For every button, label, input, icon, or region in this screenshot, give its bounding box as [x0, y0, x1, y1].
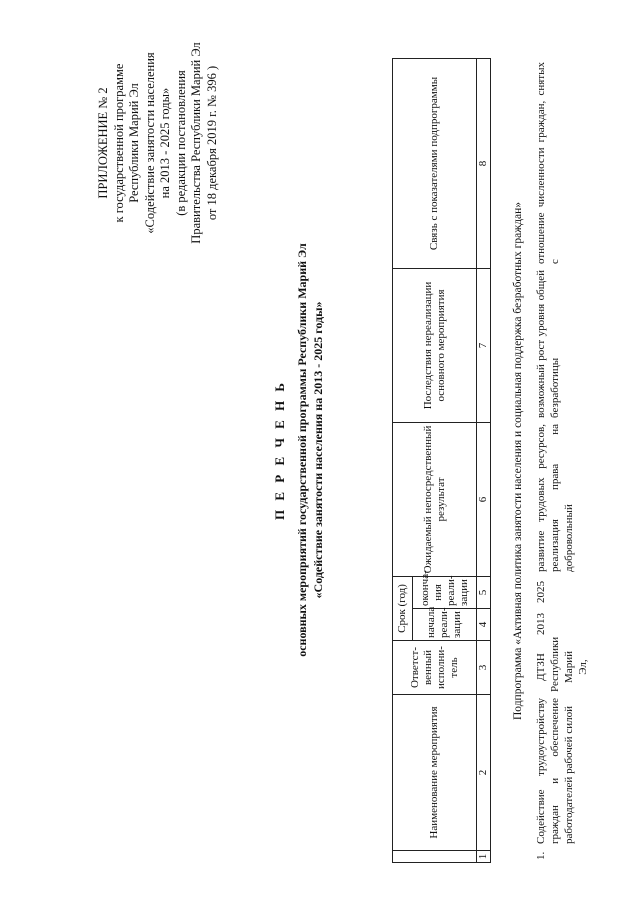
- col-number: 8: [477, 59, 491, 269]
- appendix-line: «Содействие занятости населения: [142, 52, 157, 234]
- appendix-line: от 18 декабря 2019 г. № 396 ): [204, 65, 219, 221]
- title-heading: П Е Р Е Ч Е Н Ь: [272, 379, 287, 521]
- col-number: 1: [477, 851, 491, 863]
- appendix-line: Республики Марий Эл: [127, 83, 141, 203]
- header-link: Связь с показателями подпрограммы: [393, 59, 477, 269]
- appendix-header: [96, 17, 220, 269]
- header-consequences: Последствия нереализации основного мероприятия: [393, 269, 477, 423]
- row-name: Содействие трудоустройству граждан и обеспечение работодателей рабочей силой: [535, 698, 575, 844]
- header-result: Ожидаемый непосредственный результат: [393, 423, 477, 577]
- header-responsible: Ответст-венный исполни-тель: [393, 641, 477, 695]
- row-number: 1.: [535, 851, 547, 860]
- col-number: 7: [477, 269, 491, 423]
- row-end-year: 2025: [535, 581, 547, 603]
- row-consequences: возможный рост уровня общей безработицы: [535, 270, 561, 418]
- col-number: 6: [477, 423, 491, 577]
- row-result: развитие трудовых ресурсов, реализация права на добровольный: [535, 424, 575, 572]
- row-link: отношение численности граждан, снятых с: [535, 62, 561, 264]
- row-start-year: 2013: [535, 613, 547, 635]
- appendix-line: ПРИЛОЖЕНИЕ № 2: [96, 87, 110, 199]
- appendix-line: Правительства Республики Марий Эл: [189, 42, 203, 244]
- title-line-2: «Содействие занятости населения на 2013 - 2025 годы»: [311, 301, 325, 599]
- table-row: [532, 59, 592, 863]
- col-number: 3: [477, 641, 491, 695]
- appendix-line: к государственной программе: [111, 63, 126, 223]
- title-line-1: основных мероприятий государственной программы Республики Марий Эл: [295, 243, 309, 657]
- table-header: [392, 58, 491, 863]
- row-responsible: ДТЗН Республики Марий Эл,: [535, 636, 589, 692]
- col-number: 5: [477, 577, 491, 609]
- appendix-line: (в редакции постановления: [173, 70, 188, 216]
- header-term: Срок (год): [393, 577, 413, 641]
- header-name: Наименование мероприятия: [393, 695, 477, 851]
- header-num-cell: [393, 851, 477, 863]
- col-number: 2: [477, 695, 491, 851]
- header-end: оконча-ния реали-зации: [413, 577, 477, 609]
- document-title: [272, 105, 326, 795]
- col-number: 4: [477, 609, 491, 641]
- header-start: начала реали-зации: [413, 609, 477, 641]
- subprogram-title: Подпрограмма «Активная политика занятости населения и социальная поддержка безработных граждан»: [512, 201, 524, 721]
- appendix-line: на 2013 - 2025 годы»: [158, 87, 172, 199]
